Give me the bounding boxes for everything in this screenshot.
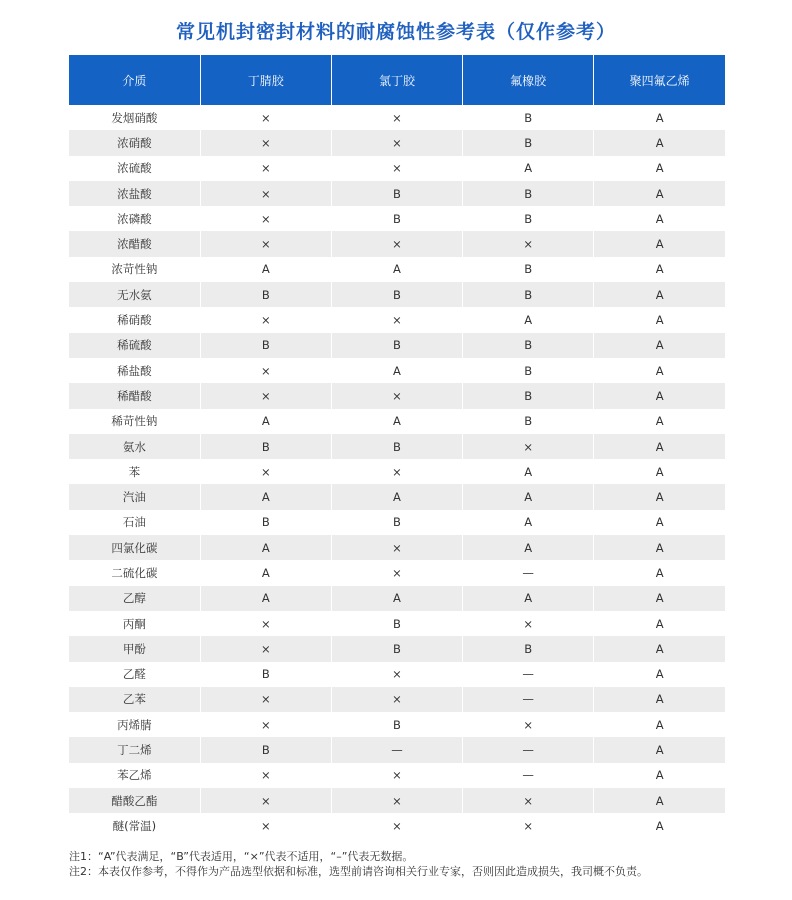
cell-ptfe: A [594, 662, 725, 687]
cell-medium: 四氯化碳 [69, 535, 200, 560]
table-row [69, 434, 725, 459]
cell-fluororubber: B [463, 181, 594, 206]
cell-fluororubber: A [463, 484, 594, 509]
table-row [69, 813, 725, 838]
cell-nitrile-rubber: × [200, 156, 331, 181]
cell-fluororubber: — [463, 687, 594, 712]
footnotes [69, 849, 749, 879]
cell-nitrile-rubber: × [200, 307, 331, 332]
cell-nitrile-rubber: A [200, 586, 331, 611]
cell-ptfe: A [594, 409, 725, 434]
cell-nitrile-rubber: × [200, 231, 331, 256]
cell-medium: 汽油 [69, 484, 200, 509]
page-title: 常见机封密封材料的耐腐蚀性参考表（仅作参考） [175, 21, 616, 43]
cell-neoprene: A [331, 484, 462, 509]
cell-fluororubber: A [463, 586, 594, 611]
cell-fluororubber: A [463, 307, 594, 332]
cell-fluororubber: B [463, 257, 594, 282]
cell-ptfe: A [594, 763, 725, 788]
cell-medium: 醋酸乙酯 [69, 788, 200, 813]
table-row [69, 484, 725, 509]
cell-nitrile-rubber: B [200, 282, 331, 307]
cell-fluororubber: — [463, 737, 594, 762]
cell-ptfe: A [594, 687, 725, 712]
cell-nitrile-rubber: × [200, 206, 331, 231]
cell-nitrile-rubber: × [200, 130, 331, 155]
cell-ptfe: A [594, 105, 725, 130]
header-ptfe: 聚四氟乙烯 [594, 55, 725, 105]
cell-neoprene: × [331, 813, 462, 838]
cell-medium: 发烟硝酸 [69, 105, 200, 130]
cell-nitrile-rubber: B [200, 434, 331, 459]
cell-neoprene: × [331, 130, 462, 155]
cell-fluororubber: B [463, 130, 594, 155]
cell-fluororubber: × [463, 712, 594, 737]
cell-medium: 石油 [69, 510, 200, 535]
cell-ptfe: A [594, 636, 725, 661]
cell-neoprene: A [331, 257, 462, 282]
cell-fluororubber: × [463, 434, 594, 459]
corrosion-resistance-table [69, 55, 725, 839]
table-header-row [69, 55, 725, 105]
table-row [69, 459, 725, 484]
cell-neoprene: × [331, 535, 462, 560]
header-medium: 介质 [69, 55, 200, 105]
cell-neoprene: × [331, 788, 462, 813]
cell-medium: 稀醋酸 [69, 383, 200, 408]
table-row [69, 636, 725, 661]
table-row [69, 257, 725, 282]
cell-fluororubber: A [463, 156, 594, 181]
cell-ptfe: A [594, 510, 725, 535]
header-fluororubber: 氟橡胶 [463, 55, 594, 105]
cell-neoprene: B [331, 181, 462, 206]
cell-ptfe: A [594, 737, 725, 762]
cell-nitrile-rubber: A [200, 409, 331, 434]
cell-fluororubber: B [463, 282, 594, 307]
cell-nitrile-rubber: × [200, 181, 331, 206]
table-row [69, 586, 725, 611]
cell-nitrile-rubber: B [200, 737, 331, 762]
cell-nitrile-rubber: B [200, 510, 331, 535]
cell-nitrile-rubber: A [200, 535, 331, 560]
cell-medium: 丙烯腈 [69, 712, 200, 737]
table-row [69, 611, 725, 636]
cell-nitrile-rubber: × [200, 813, 331, 838]
cell-fluororubber: × [463, 788, 594, 813]
table-row [69, 662, 725, 687]
table-row [69, 788, 725, 813]
cell-ptfe: A [594, 484, 725, 509]
cell-nitrile-rubber: × [200, 712, 331, 737]
cell-nitrile-rubber: A [200, 484, 331, 509]
cell-nitrile-rubber: × [200, 687, 331, 712]
table-row [69, 560, 725, 585]
cell-ptfe: A [594, 130, 725, 155]
cell-ptfe: A [594, 231, 725, 256]
cell-neoprene: × [331, 459, 462, 484]
cell-ptfe: A [594, 712, 725, 737]
header-neoprene: 氯丁胶 [331, 55, 462, 105]
cell-medium: 苯乙烯 [69, 763, 200, 788]
cell-fluororubber: — [463, 662, 594, 687]
table-body [69, 105, 725, 839]
table-row [69, 737, 725, 762]
cell-ptfe: A [594, 586, 725, 611]
cell-medium: 醚(常温) [69, 813, 200, 838]
cell-neoprene: × [331, 560, 462, 585]
cell-ptfe: A [594, 434, 725, 459]
cell-neoprene: × [331, 105, 462, 130]
table-row [69, 687, 725, 712]
cell-ptfe: A [594, 282, 725, 307]
cell-neoprene: A [331, 358, 462, 383]
cell-neoprene: A [331, 409, 462, 434]
cell-neoprene: — [331, 737, 462, 762]
cell-neoprene: B [331, 611, 462, 636]
note-1: 注1：“A”代表满足，“B”代表适用，“×”代表不适用，“–”代表无数据。 [69, 850, 414, 863]
table-row [69, 383, 725, 408]
table-row [69, 510, 725, 535]
cell-nitrile-rubber: × [200, 358, 331, 383]
table-row [69, 535, 725, 560]
cell-neoprene: × [331, 231, 462, 256]
header-nitrile-rubber: 丁腈胶 [200, 55, 331, 105]
cell-medium: 浓硝酸 [69, 130, 200, 155]
cell-nitrile-rubber: × [200, 788, 331, 813]
cell-nitrile-rubber: × [200, 611, 331, 636]
cell-neoprene: B [331, 434, 462, 459]
cell-nitrile-rubber: × [200, 105, 331, 130]
cell-medium: 稀硝酸 [69, 307, 200, 332]
cell-fluororubber: B [463, 383, 594, 408]
cell-medium: 二硫化碳 [69, 560, 200, 585]
cell-medium: 浓磷酸 [69, 206, 200, 231]
cell-neoprene: B [331, 636, 462, 661]
table-row [69, 206, 725, 231]
cell-ptfe: A [594, 813, 725, 838]
cell-medium: 甲酚 [69, 636, 200, 661]
cell-ptfe: A [594, 156, 725, 181]
table-row [69, 181, 725, 206]
cell-medium: 稀苛性钠 [69, 409, 200, 434]
cell-medium: 浓苛性钠 [69, 257, 200, 282]
table-row [69, 763, 725, 788]
table-row [69, 358, 725, 383]
cell-nitrile-rubber: × [200, 459, 331, 484]
cell-ptfe: A [594, 459, 725, 484]
cell-medium: 乙苯 [69, 687, 200, 712]
cell-medium: 稀盐酸 [69, 358, 200, 383]
cell-neoprene: B [331, 206, 462, 231]
cell-medium: 浓盐酸 [69, 181, 200, 206]
cell-ptfe: A [594, 535, 725, 560]
cell-medium: 无水氨 [69, 282, 200, 307]
cell-neoprene: × [331, 687, 462, 712]
table-row [69, 282, 725, 307]
cell-fluororubber: B [463, 206, 594, 231]
cell-medium: 丁二烯 [69, 737, 200, 762]
table-row [69, 231, 725, 256]
cell-ptfe: A [594, 333, 725, 358]
note-2: 注2：本表仅作参考，不得作为产品选型依据和标准，选型前请咨询相关行业专家，否则因此造成损失，我司概不负责。 [69, 865, 648, 878]
cell-medium: 苯 [69, 459, 200, 484]
cell-medium: 丙酮 [69, 611, 200, 636]
cell-nitrile-rubber: B [200, 662, 331, 687]
cell-nitrile-rubber: A [200, 257, 331, 282]
cell-fluororubber: B [463, 409, 594, 434]
cell-neoprene: × [331, 156, 462, 181]
cell-fluororubber: — [463, 763, 594, 788]
table-row [69, 156, 725, 181]
cell-ptfe: A [594, 358, 725, 383]
cell-nitrile-rubber: A [200, 560, 331, 585]
cell-medium: 乙醇 [69, 586, 200, 611]
cell-medium: 乙醛 [69, 662, 200, 687]
cell-nitrile-rubber: B [200, 333, 331, 358]
cell-neoprene: A [331, 586, 462, 611]
cell-neoprene: × [331, 383, 462, 408]
cell-neoprene: B [331, 282, 462, 307]
cell-fluororubber: B [463, 358, 594, 383]
cell-neoprene: B [331, 333, 462, 358]
cell-medium: 氨水 [69, 434, 200, 459]
table-row [69, 333, 725, 358]
cell-fluororubber: B [463, 105, 594, 130]
cell-neoprene: B [331, 712, 462, 737]
table-row [69, 307, 725, 332]
cell-fluororubber: × [463, 813, 594, 838]
cell-medium: 浓硫酸 [69, 156, 200, 181]
cell-nitrile-rubber: × [200, 383, 331, 408]
cell-neoprene: × [331, 662, 462, 687]
cell-fluororubber: — [463, 560, 594, 585]
cell-neoprene: B [331, 510, 462, 535]
cell-ptfe: A [594, 206, 725, 231]
cell-fluororubber: B [463, 333, 594, 358]
cell-nitrile-rubber: × [200, 763, 331, 788]
cell-fluororubber: A [463, 459, 594, 484]
cell-medium: 稀硫酸 [69, 333, 200, 358]
cell-neoprene: × [331, 307, 462, 332]
table-row [69, 130, 725, 155]
cell-fluororubber: A [463, 535, 594, 560]
cell-ptfe: A [594, 181, 725, 206]
cell-fluororubber: A [463, 510, 594, 535]
cell-ptfe: A [594, 307, 725, 332]
cell-fluororubber: × [463, 231, 594, 256]
cell-ptfe: A [594, 788, 725, 813]
cell-fluororubber: × [463, 611, 594, 636]
table-row [69, 712, 725, 737]
cell-medium: 浓醋酸 [69, 231, 200, 256]
cell-ptfe: A [594, 383, 725, 408]
cell-ptfe: A [594, 257, 725, 282]
cell-nitrile-rubber: × [200, 636, 331, 661]
cell-fluororubber: B [463, 636, 594, 661]
cell-neoprene: × [331, 763, 462, 788]
cell-ptfe: A [594, 611, 725, 636]
cell-ptfe: A [594, 560, 725, 585]
table-row [69, 409, 725, 434]
table-row [69, 105, 725, 130]
